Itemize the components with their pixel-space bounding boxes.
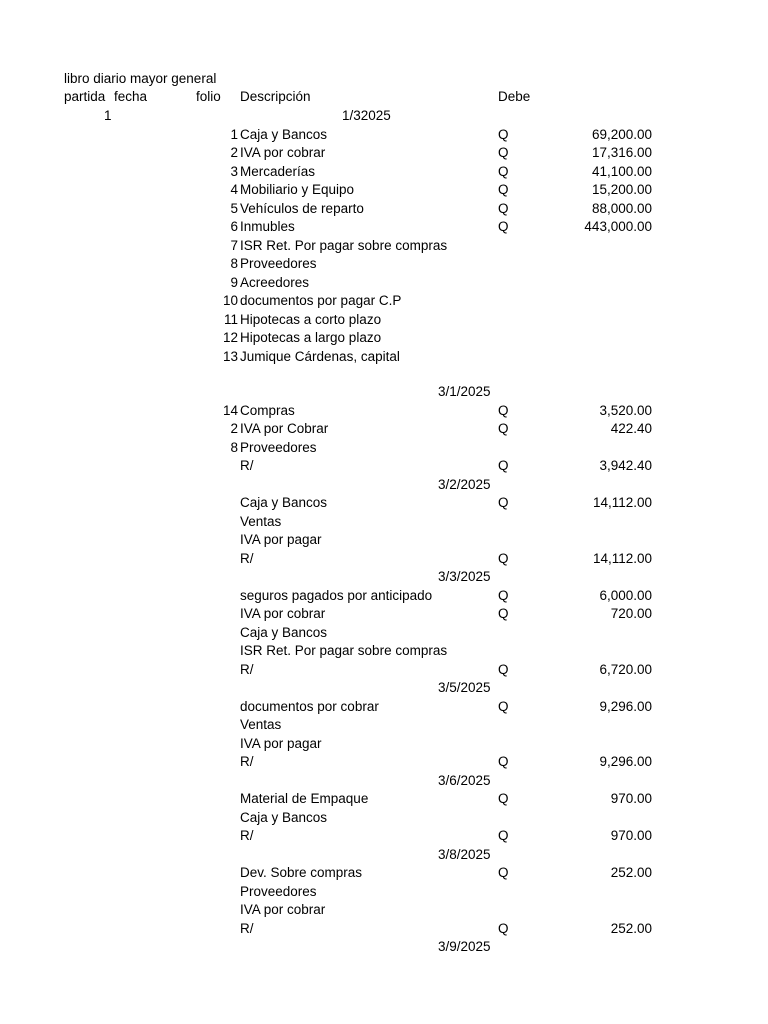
ledger-row <box>0 790 768 808</box>
description-cell: Caja y Bancos <box>240 809 328 825</box>
description-cell: ISR Ret. Por pagar sobre compras <box>240 237 448 253</box>
description-cell: R/ <box>240 550 254 566</box>
description-cell: Ventas <box>240 717 282 732</box>
description-cell: Jumique Cárdenas, capital <box>240 348 400 364</box>
currency-cell: Q <box>498 402 509 418</box>
amount-cell: 69,200.00 <box>591 126 652 142</box>
header-debe: Debe <box>498 89 531 104</box>
currency-cell: Q <box>498 865 509 880</box>
description-cell: documentos por cobrar <box>240 698 379 714</box>
ledger-row <box>0 200 768 218</box>
entry-date: 3/5/2025 <box>438 680 491 695</box>
amount-cell: 970.00 <box>610 791 652 806</box>
description-cell: Material de Empaque <box>240 791 369 806</box>
folio-cell: 10 <box>222 293 238 308</box>
ledger-row <box>0 809 768 827</box>
currency-cell: Q <box>498 421 509 436</box>
currency-cell: Q <box>498 550 509 566</box>
ledger-row <box>0 255 768 273</box>
description-cell: R/ <box>240 828 254 843</box>
ledger-row <box>0 218 768 236</box>
currency-cell: Q <box>498 698 509 714</box>
description-cell: Compras <box>240 402 295 418</box>
description-cell: IVA por cobrar <box>240 902 326 917</box>
currency-cell: Q <box>498 791 509 806</box>
ledger-row <box>0 420 768 438</box>
entry-date: 3/6/2025 <box>438 772 491 788</box>
ledger-row <box>0 735 768 753</box>
description-cell: IVA por Cobrar <box>240 421 329 436</box>
ledger-row <box>0 494 768 512</box>
folio-cell: 8 <box>230 256 238 271</box>
entry-date: 3/3/2025 <box>438 569 491 584</box>
header-partida: partida <box>64 89 106 104</box>
entry-date-row <box>0 679 768 697</box>
amount-cell: 252.00 <box>610 865 652 880</box>
amount-cell: 14,112.00 <box>592 550 652 566</box>
ledger-row <box>0 864 768 882</box>
description-cell: R/ <box>240 661 254 677</box>
currency-cell: Q <box>498 495 509 510</box>
description-cell: Proveedores <box>240 256 317 271</box>
description-cell: ISR Ret. Por pagar sobre compras <box>240 643 448 658</box>
ledger-row <box>0 402 768 420</box>
ledger-row <box>0 126 768 144</box>
folio-cell: 9 <box>230 274 238 290</box>
currency-cell: Q <box>498 163 509 179</box>
amount-cell: 252.00 <box>610 920 652 936</box>
folio-cell: 12 <box>222 330 238 345</box>
amount-cell: 3,942.40 <box>599 458 652 473</box>
amount-cell: 443,000.00 <box>584 219 652 234</box>
folio-cell: 11 <box>223 311 238 327</box>
folio-cell: 3 <box>230 163 238 179</box>
entry-date-row <box>0 476 768 494</box>
currency-cell: Q <box>498 458 509 473</box>
amount-cell: 9,296.00 <box>599 754 652 769</box>
document-title: libro diario mayor general <box>64 71 217 86</box>
ledger-row <box>0 698 768 716</box>
ledger-row <box>0 661 768 679</box>
ledger-row <box>0 348 768 366</box>
amount-cell: 14,112.00 <box>592 495 652 510</box>
currency-cell: Q <box>498 606 509 621</box>
ledger-row <box>0 550 768 568</box>
ledger-row <box>0 883 768 901</box>
entry-date: 3/2/2025 <box>438 476 491 492</box>
description-cell: R/ <box>240 754 254 769</box>
ledger-row <box>0 163 768 181</box>
currency-cell: Q <box>498 661 509 677</box>
ledger-row <box>0 513 768 531</box>
amount-cell: 9,296.00 <box>599 698 652 714</box>
amount-cell: 720.00 <box>610 606 652 621</box>
currency-cell: Q <box>498 920 509 936</box>
ledger-row <box>0 292 768 310</box>
ledger-row <box>0 439 768 457</box>
description-cell: Proveedores <box>240 883 317 899</box>
ledger-row <box>0 624 768 642</box>
description-cell: Dev. Sobre compras <box>240 865 363 880</box>
currency-cell: Q <box>498 200 509 216</box>
entry-date: 3/9/2025 <box>438 939 491 954</box>
entry-date-row <box>0 772 768 790</box>
description-cell: Caja y Bancos <box>240 624 328 640</box>
folio-cell: 5 <box>230 200 238 216</box>
description-cell: Acreedores <box>240 274 310 290</box>
description-cell: Mobiliario y Equipo <box>240 182 355 197</box>
ledger-row <box>0 642 768 660</box>
ledger-row <box>0 144 768 162</box>
description-cell: Hipotecas a corto plazo <box>240 311 382 327</box>
description-cell: R/ <box>240 458 254 473</box>
folio-cell: 14 <box>222 402 238 418</box>
header-fecha: fecha <box>114 89 148 104</box>
ledger-row <box>0 181 768 199</box>
ledger-row <box>0 311 768 329</box>
description-cell: IVA por cobrar <box>240 145 326 160</box>
ledger-row <box>0 716 768 734</box>
entry-date-row <box>0 938 768 956</box>
description-cell: Inmubles <box>240 219 295 234</box>
amount-cell: 6,000.00 <box>599 587 652 603</box>
folio-cell: 13 <box>222 348 238 364</box>
currency-cell: Q <box>498 182 509 197</box>
entry-date-row <box>0 568 768 586</box>
currency-cell: Q <box>498 587 509 603</box>
description-cell: R/ <box>240 920 254 936</box>
amount-cell: 6,720.00 <box>599 661 652 677</box>
description-cell: documentos por pagar C.P <box>240 293 402 308</box>
description-cell: Caja y Bancos <box>240 126 328 142</box>
description-cell: Ventas <box>240 513 282 529</box>
ledger-row <box>0 827 768 845</box>
partida-number: 1 <box>104 108 112 123</box>
description-cell: IVA por pagar <box>240 735 322 751</box>
entry-date: 3/1/2025 <box>438 384 491 399</box>
folio-cell: 2 <box>230 421 238 436</box>
amount-cell: 41,100.00 <box>591 163 652 179</box>
amount-cell: 15,200.00 <box>591 182 652 197</box>
currency-cell: Q <box>498 219 509 234</box>
description-cell: seguros pagados por anticipado <box>240 587 433 603</box>
currency-cell: Q <box>498 828 509 843</box>
ledger-row <box>0 753 768 771</box>
folio-cell: 4 <box>230 182 238 197</box>
folio-cell: 8 <box>230 439 238 455</box>
ledger-row <box>0 237 768 255</box>
currency-cell: Q <box>498 754 509 769</box>
description-cell: IVA por cobrar <box>240 606 326 621</box>
amount-cell: 3,520.00 <box>599 402 652 418</box>
entry-date-row <box>0 846 768 864</box>
entry-date: 3/8/2025 <box>438 846 491 862</box>
folio-cell: 1 <box>230 126 238 142</box>
ledger-row <box>0 920 768 938</box>
header-folio: folio <box>196 89 221 104</box>
opening-entry-row <box>0 107 768 125</box>
description-cell: Caja y Bancos <box>240 495 328 510</box>
description-cell: Hipotecas a largo plazo <box>240 330 382 345</box>
ledger-row <box>0 901 768 919</box>
ledger-row <box>0 457 768 475</box>
description-cell: Proveedores <box>240 439 317 455</box>
currency-cell: Q <box>498 145 509 160</box>
amount-cell: 88,000.00 <box>591 200 652 216</box>
ledger-row <box>0 531 768 549</box>
amount-cell: 970.00 <box>610 828 652 843</box>
column-header-row <box>0 88 768 106</box>
title-row <box>0 70 768 88</box>
header-descripcion: Descripción <box>240 89 311 104</box>
description-cell: Vehículos de reparto <box>240 200 364 216</box>
ledger-row <box>0 587 768 605</box>
ledger-row <box>0 605 768 623</box>
folio-cell: 7 <box>230 237 238 253</box>
description-cell: IVA por pagar <box>240 532 322 547</box>
folio-cell: 2 <box>230 145 238 160</box>
ledger-row <box>0 329 768 347</box>
amount-cell: 422.40 <box>610 421 652 436</box>
description-cell: Mercaderías <box>240 163 316 179</box>
ledger-row <box>0 274 768 292</box>
entry-date: 1/32025 <box>342 108 391 123</box>
amount-cell: 17,316.00 <box>591 145 652 160</box>
folio-cell: 6 <box>230 219 238 234</box>
currency-cell: Q <box>498 126 509 142</box>
entry-date-row <box>0 383 768 401</box>
